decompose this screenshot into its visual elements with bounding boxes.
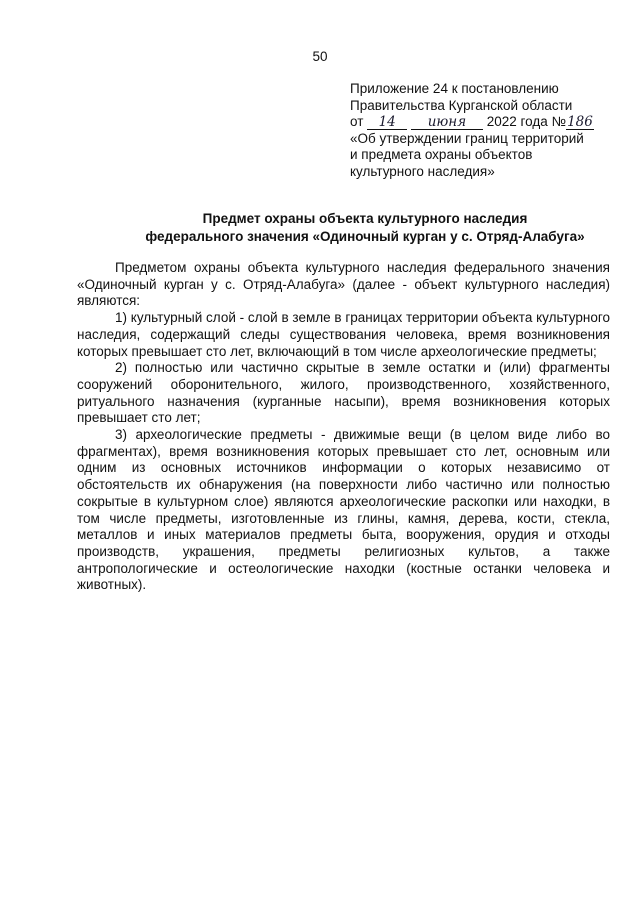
handwritten-day: 14 <box>367 115 407 130</box>
intro-paragraph: Предметом охраны объекта культурного наследия федерального значения «Одиночный курган у с. Отряд-Алабуга» (далее - объект культурного наследия) являются: <box>77 260 610 309</box>
appendix-date-line <box>350 114 610 131</box>
page-number: 50 <box>312 49 328 64</box>
appendix-line-2: Правительства Курганской области <box>350 97 573 113</box>
item-3-paragraph: 3) археологические предметы - движимые вещи (в целом виде либо во фрагментах), время возникновения которых превышает сто лет, основным или одним из основных источников информации о которых независимо от обстоятельств их обнаружения (на поверхности либо частично или полностью сокрытые в культурном слое) являются археологические раскопки или находки, в том числе предметы, изготовленные из глины, камня, дерева, кости, стекла, металлов и иных материалов предметы быта, вооружения, орудия и отходы производств, украшения, предметы религиозных культов, а также антропологические и остеологические находки (костные останки человека и животных). <box>77 427 610 593</box>
item-2-paragraph: 2) полностью или частично скрытые в земле остатки и (или) фрагменты сооружений оборонительного, жилого, производственного, хозяйственного, ритуального назначения (курганные насыпи), время возникновения которых превышает сто лет; <box>77 360 610 426</box>
date-year: 2022 года № <box>486 114 566 130</box>
handwritten-doc-number: 186 <box>567 114 593 131</box>
appendix-line-6: культурного наследия» <box>350 163 495 179</box>
appendix-line-5: и предмета охраны объектов <box>350 147 533 163</box>
appendix-line-4: «Об утверждении границ территорий <box>350 130 584 146</box>
document-body <box>77 260 610 594</box>
date-prefix: от <box>350 114 364 130</box>
title-line-2: федерального значения «Одиночный курган у с. Отряд-Алабуга» <box>145 228 585 244</box>
handwritten-month: июня <box>411 115 483 130</box>
document-title <box>100 210 630 245</box>
title-line-1: Предмет охраны объекта культурного наследия <box>202 211 528 226</box>
appendix-line-1: Приложение 24 к постановлению <box>350 81 559 96</box>
appendix-header <box>350 81 610 181</box>
item-1-paragraph: 1) культурный слой - слой в земле в границах территории объекта культурного наследия, содержащий следы существования человека, время возникновения которых превышает сто лет, включающий в том числе археологические предметы; <box>77 310 610 359</box>
